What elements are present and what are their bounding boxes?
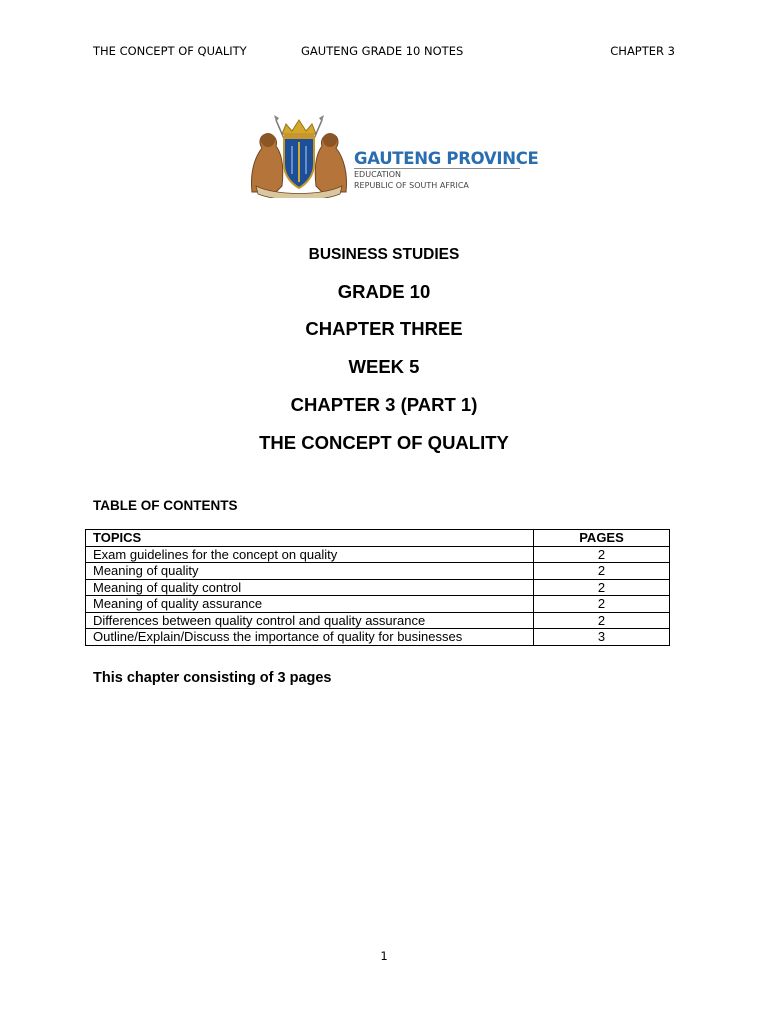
concept-title: THE CONCEPT OF QUALITY	[259, 432, 509, 453]
coat-of-arms-icon	[246, 112, 352, 198]
toc-topic-cell: Outline/Explain/Discuss the importance of quality for businesses	[86, 629, 534, 646]
toc-page-cell: 2	[534, 612, 670, 629]
gauteng-logo	[246, 112, 539, 198]
toc-topic-cell: Meaning of quality assurance	[86, 596, 534, 613]
toc-row	[86, 546, 670, 563]
logo-province-text: GAUTENG PROVINCE	[354, 149, 539, 168]
week-title: WEEK 5	[348, 356, 420, 377]
toc-column-pages: PAGES	[534, 530, 670, 547]
toc-topic-cell: Exam guidelines for the concept on quality	[86, 546, 534, 563]
header-right-text: CHAPTER 3	[610, 44, 675, 58]
toc-row	[86, 579, 670, 596]
toc-page-cell: 2	[534, 579, 670, 596]
logo-department-text: EDUCATION	[354, 170, 402, 179]
grade-title: GRADE 10	[337, 281, 431, 302]
toc-topic-cell: Differences between quality control and quality assurance	[86, 612, 534, 629]
toc-page-cell: 2	[534, 563, 670, 580]
header-center-text: GAUTENG GRADE 10 NOTES	[301, 44, 464, 58]
toc-row	[86, 596, 670, 613]
page-number: 1	[380, 949, 388, 963]
toc-header-row	[86, 530, 670, 547]
logo-divider	[354, 168, 520, 169]
toc-topic-cell: Meaning of quality control	[86, 579, 534, 596]
part-title: CHAPTER 3 (PART 1)	[290, 394, 478, 415]
subject-title: BUSINESS STUDIES	[308, 246, 460, 263]
chapter-title: CHAPTER THREE	[305, 318, 463, 339]
header-left-text: THE CONCEPT OF QUALITY	[93, 44, 247, 58]
toc-column-topics: TOPICS	[86, 530, 534, 547]
toc-table	[85, 529, 670, 646]
toc-page-cell: 2	[534, 546, 670, 563]
logo-country-text: REPUBLIC OF SOUTH AFRICA	[354, 181, 469, 190]
toc-row	[86, 629, 670, 646]
toc-page-cell: 2	[534, 596, 670, 613]
toc-row	[86, 563, 670, 580]
toc-topic-cell: Meaning of quality	[86, 563, 534, 580]
chapter-length-note: This chapter consisting of 3 pages	[93, 670, 332, 686]
toc-heading: TABLE OF CONTENTS	[93, 498, 238, 513]
toc-row	[86, 612, 670, 629]
toc-page-cell: 3	[534, 629, 670, 646]
